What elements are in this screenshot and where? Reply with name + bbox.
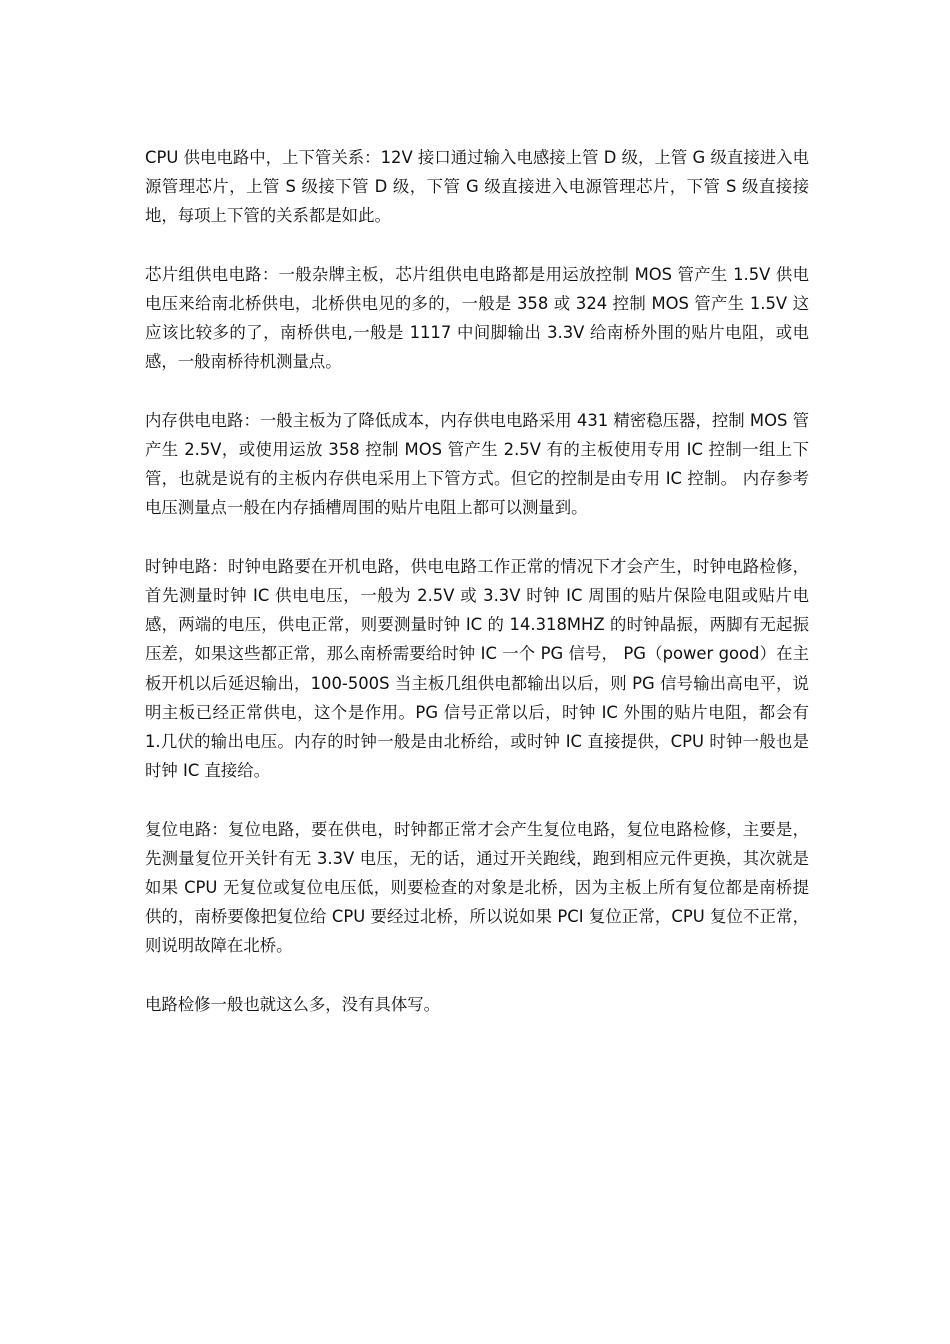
paragraph-reset-circuit: 复位电路：复位电路，要在供电，时钟都正常才会产生复位电路，复位电路检修，主要是，先测量复位开关针有无 3.3V 电压，无的话，通过开关跑线，跑到相应元件更换，其次就是如果 CPU 无复位或复位电压低，则要检查的对象是北桥，因为主板上所有复位都是南桥提供的，南桥要像把复位给 CPU 要经过北桥，所以说如果 PCI 复位正常，CPU 复位不正常，则说明故障在北桥。 <box>145 819 809 956</box>
paragraph-cpu-power: CPU 供电电路中，上下管关系：12V 接口通过输入电感接上管 D 级，上管 G 级直接进入电源管理芯片，上管 S 级接下管 D 级，下管 G 级直接进入电源管理芯片，下管 S 级直接接地，每项上下管的关系都是如此。 <box>145 148 809 226</box>
document-body <box>145 143 809 1048</box>
paragraph-clock-circuit: 时钟电路：时钟电路要在开机电路，供电电路工作正常的情况下才会产生，时钟电路检修，首先测量时钟 IC 供电电压，一般为 2.5V 或 3.3V 时钟 IC 周围的贴片保险电阻或贴片电感，两端的电压，供电正常，则要测量时钟 IC 的 14.318MHZ 的时钟晶振，两脚有无起振压差，如果这些都正常，那么南桥需要给时钟 IC 一个 PG 信号， PG（power good）在主板开机以后延迟输出，100-500S 当主板几组供电都输出以后，则 PG 信号输出高电平，说明主板已经正常供电，这个是作用。PG 信号正常以后，时钟 IC 外围的贴片电阻，都会有 1.几伏的输出电压。内存的时钟一般是由北桥给，或时钟 IC 直接提供，CPU 时钟一般也是时钟 IC 直接给。 <box>145 556 809 781</box>
paragraph-chipset-power: 芯片组供电电路：一般杂牌主板，芯片组供电电路都是用运放控制 MOS 管产生 1.5V 供电电压来给南北桥供电，北桥供电见的多的，一般是 358 或 324 控制 MOS 管产生 1.5V 这应该比较多的了，南桥供电,一般是 1117 中间脚输出 3.3V 给南桥外围的贴片电阻，或电感，一般南桥待机测量点。 <box>145 264 809 372</box>
paragraph-memory-power: 内存供电电路：一般主板为了降低成本，内存供电电路采用 431 精密稳压器，控制 MOS 管产生 2.5V，或使用运放 358 控制 MOS 管产生 2.5V 有的主板使用专用 IC 控制一组上下管，也就是说有的主板内存供电采用上下管方式。但它的控制是由专用 IC 控制。 内存参考电压测量点一般在内存插槽周围的贴片电阻上都可以测量到。 <box>145 410 809 518</box>
paragraph-summary: 电路检修一般也就这么多，没有具体写。 <box>145 994 441 1014</box>
